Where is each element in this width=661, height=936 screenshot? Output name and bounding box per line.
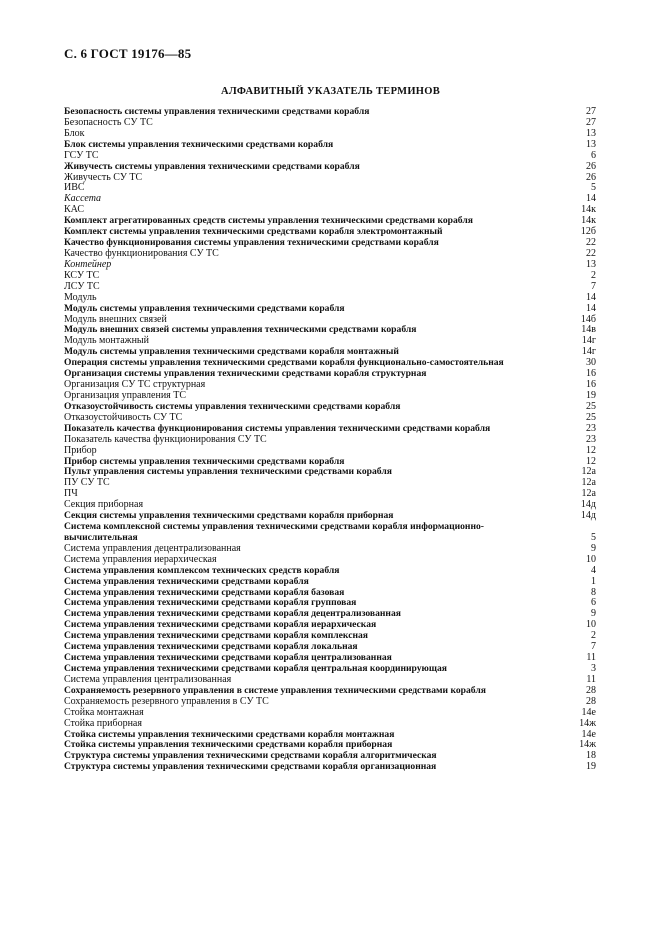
index-page-number: 12а [581, 477, 596, 489]
index-term: Качество функционирования системы управления техническими средствами корабля [64, 237, 439, 249]
index-page-number: 14д [580, 510, 596, 522]
index-page-number: 27 [586, 106, 596, 117]
index-term: Система управления комплексом технических средств корабля [64, 564, 340, 576]
index-entry [64, 194, 596, 205]
index-term: Операция системы управления техническими средствами корабля функционально-самостоятельная [64, 357, 504, 369]
index-term: Отказоустойчивость системы управления техническими средствами корабля [64, 400, 401, 412]
index-term: Стойка монтажная [64, 706, 144, 718]
index-entry [64, 467, 596, 478]
index-page-number: 28 [586, 684, 596, 696]
index-page-number: 22 [586, 237, 596, 249]
index-entry [64, 577, 596, 588]
index-page-number: 25 [586, 411, 596, 423]
index-term: ПЧ [64, 488, 78, 500]
index-page-number: 14ж [579, 717, 596, 729]
index-entry [64, 173, 596, 184]
index-page-number: 26 [586, 160, 596, 172]
index-term: Модуль монтажный [64, 335, 149, 347]
index-page-number: 8 [591, 586, 596, 598]
index-page-number: 14к [581, 215, 596, 227]
index-entry [64, 478, 596, 489]
index-page-number: 7 [591, 641, 596, 653]
index-term: Организация управления ТС [64, 389, 187, 401]
index-term: Стойка системы управления техническими средствами корабля приборная [64, 739, 393, 751]
index-entry [64, 566, 596, 577]
index-term: Система управления техническими средствами корабля центральная координирующая [64, 663, 447, 675]
index-page-number: 7 [591, 280, 596, 292]
index-page-number: 14е [581, 728, 596, 740]
index-page-number: 13 [586, 127, 596, 139]
index-page-number: 6 [591, 597, 596, 609]
index-page-number: 4 [591, 564, 596, 576]
index-page-number: 13 [586, 138, 596, 150]
index-term: Система комплексной системы управления техническими средствами корабля информационно- [64, 521, 484, 533]
index-term: Отказоустойчивость СУ ТС [64, 411, 183, 423]
index-page-number: 14д [580, 499, 596, 511]
index-term: Система управления децентрализованная [64, 542, 241, 554]
index-term: Секция системы управления техническими средствами корабля приборная [64, 510, 394, 522]
index-page-number: 27 [586, 116, 596, 128]
index-page-number: 14б [580, 313, 596, 325]
index-term: Блок системы управления техническими средствами корабля [64, 138, 334, 150]
index-term: Секция приборная [64, 499, 144, 511]
index-term: Структура системы управления техническими средствами корабля алгоритмическая [64, 750, 437, 762]
page-header: С. 6 ГОСТ 19176—85 [64, 46, 192, 61]
index-term: Система управления централизованная [64, 673, 232, 685]
index-term: КСУ ТС [64, 269, 100, 281]
index-term: Модуль [64, 291, 97, 303]
index-term: Кассета [64, 193, 102, 205]
index-page-number: 12а [581, 466, 596, 478]
index-term: ГСУ ТС [64, 149, 99, 161]
index-term: вычислительная [64, 531, 138, 543]
index-page-number: 11 [586, 673, 596, 685]
term-index-list [64, 107, 596, 773]
index-entry [64, 522, 596, 533]
index-term: Качество функционирования СУ ТС [64, 247, 219, 259]
index-page-number: 9 [591, 542, 596, 554]
index-page-number: 1 [591, 575, 596, 587]
index-page-number: 16 [586, 368, 596, 380]
index-page-number: 28 [586, 695, 596, 707]
index-page-number: 14 [586, 302, 596, 314]
index-entry [64, 489, 596, 500]
index-term: Организация системы управления техническими средствами корабля структурная [64, 368, 427, 380]
index-term: Прибор системы управления техническими средствами корабля [64, 455, 345, 467]
index-term: Система управления техническими средствами корабля [64, 575, 309, 587]
index-term: Система управления техническими средствами корабля базовая [64, 586, 345, 598]
index-term: Контейнер [64, 258, 112, 270]
index-entry [64, 719, 596, 730]
index-page-number: 9 [591, 608, 596, 620]
index-page-number: 12 [586, 455, 596, 467]
index-page-number: 2 [591, 269, 596, 281]
index-term: Показатель качества функционирования СУ ТС [64, 433, 267, 445]
index-term: Система управления техническими средствами корабля локальная [64, 641, 358, 653]
index-term: Система управления техническими средствами корабля иерархическая [64, 619, 377, 631]
index-term: Стойка системы управления техническими средствами корабля монтажная [64, 728, 395, 740]
index-page-number: 19 [586, 389, 596, 401]
index-page-number: 14к [581, 204, 596, 216]
index-page-number: 14г [581, 335, 596, 347]
index-page-number: 3 [591, 663, 596, 675]
index-entry [64, 282, 596, 293]
index-term: Комплект системы управления техническими средствами корабля электромонтажный [64, 226, 443, 238]
index-term: Пульт управления системы управления техническими средствами корабля [64, 466, 392, 478]
index-page-number: 16 [586, 379, 596, 391]
index-page-number: 14ж [579, 739, 596, 751]
index-page-number: 2 [591, 630, 596, 642]
index-term: Живучесть СУ ТС [64, 171, 143, 183]
index-entry [64, 446, 596, 457]
index-page-number: 10 [586, 553, 596, 565]
index-term: ПУ СУ ТС [64, 477, 110, 489]
index-page-number: 18 [586, 750, 596, 762]
index-term: Система управления иерархическая [64, 553, 217, 565]
index-term: Сохраняемость резервного управления в СУ ТС [64, 695, 269, 707]
index-page-number: 5 [591, 182, 596, 194]
index-term: Безопасность СУ ТС [64, 116, 153, 128]
index-term: Прибор [64, 444, 97, 456]
index-term: Стойка приборная [64, 717, 142, 729]
index-term: Сохраняемость резервного управления в системе управления техническими средствами корабля [64, 684, 486, 696]
index-entry [64, 118, 596, 129]
index-term: Организация СУ ТС структурная [64, 379, 206, 391]
index-page-number: 23 [586, 433, 596, 445]
index-page-number: 30 [586, 357, 596, 369]
index-page-number: 6 [591, 149, 596, 161]
index-page-number: 14г [581, 346, 596, 358]
index-term: Модуль внешних связей [64, 313, 167, 325]
index-entry [64, 249, 596, 260]
index-term: Живучесть системы управления техническими средствами корабля [64, 160, 360, 172]
index-page-number: 12 [586, 444, 596, 456]
index-page-number: 10 [586, 619, 596, 631]
index-page-number: 14е [581, 706, 596, 718]
index-term: Структура системы управления техническими средствами корабля организационная [64, 761, 437, 773]
index-term: Блок [64, 127, 85, 139]
index-page-number: 14в [581, 324, 596, 336]
index-title: АЛФАВИТНЫЙ УКАЗАТЕЛЬ ТЕРМИНОВ [220, 86, 441, 97]
index-page-number: 19 [586, 761, 596, 773]
index-entry [64, 293, 596, 304]
index-term: Модуль системы управления техническими средствами корабля монтажный [64, 346, 399, 358]
index-term: ИВС [64, 182, 85, 194]
index-page-number: 14 [586, 193, 596, 205]
index-page-number: 25 [586, 400, 596, 412]
index-entry [64, 271, 596, 282]
index-term: Модуль системы управления техническими средствами корабля [64, 302, 345, 314]
index-term: Комплект агрегатированных средств системы управления техническими средствами корабля [64, 215, 473, 227]
index-term: Система управления техническими средствами корабля комплексная [64, 630, 368, 642]
index-term: Безопасность системы управления техническими средствами корабля [64, 106, 370, 117]
index-page-number: 22 [586, 247, 596, 259]
index-page-number: 11 [586, 652, 596, 664]
index-page-number: 26 [586, 171, 596, 183]
index-term: КАС [64, 204, 85, 216]
index-entry [64, 304, 596, 315]
index-entry [64, 708, 596, 719]
index-entry [64, 162, 596, 173]
index-page-number: 5 [591, 531, 596, 543]
index-page-number: 23 [586, 422, 596, 434]
index-term: Система управления техническими средствами корабля децентрализованная [64, 608, 401, 620]
index-term: Модуль внешних связей системы управления техническими средствами корабля [64, 324, 417, 336]
index-entry [64, 140, 596, 151]
index-page-number: 12а [581, 488, 596, 500]
index-page-number: 12б [580, 226, 596, 238]
index-entry [64, 151, 596, 162]
index-page-number: 14 [586, 291, 596, 303]
index-term: ЛСУ ТС [64, 280, 100, 292]
index-entry [64, 762, 596, 773]
index-entry [64, 260, 596, 271]
index-page-number: 13 [586, 258, 596, 270]
index-term: Показатель качества функционирования системы управления техническими средствами корабля [64, 422, 491, 434]
index-term: Система управления техническими средствами корабля централизованная [64, 652, 392, 664]
index-entry [64, 183, 596, 194]
index-term: Система управления техническими средствами корабля групповая [64, 597, 357, 609]
index-entry [64, 435, 596, 446]
